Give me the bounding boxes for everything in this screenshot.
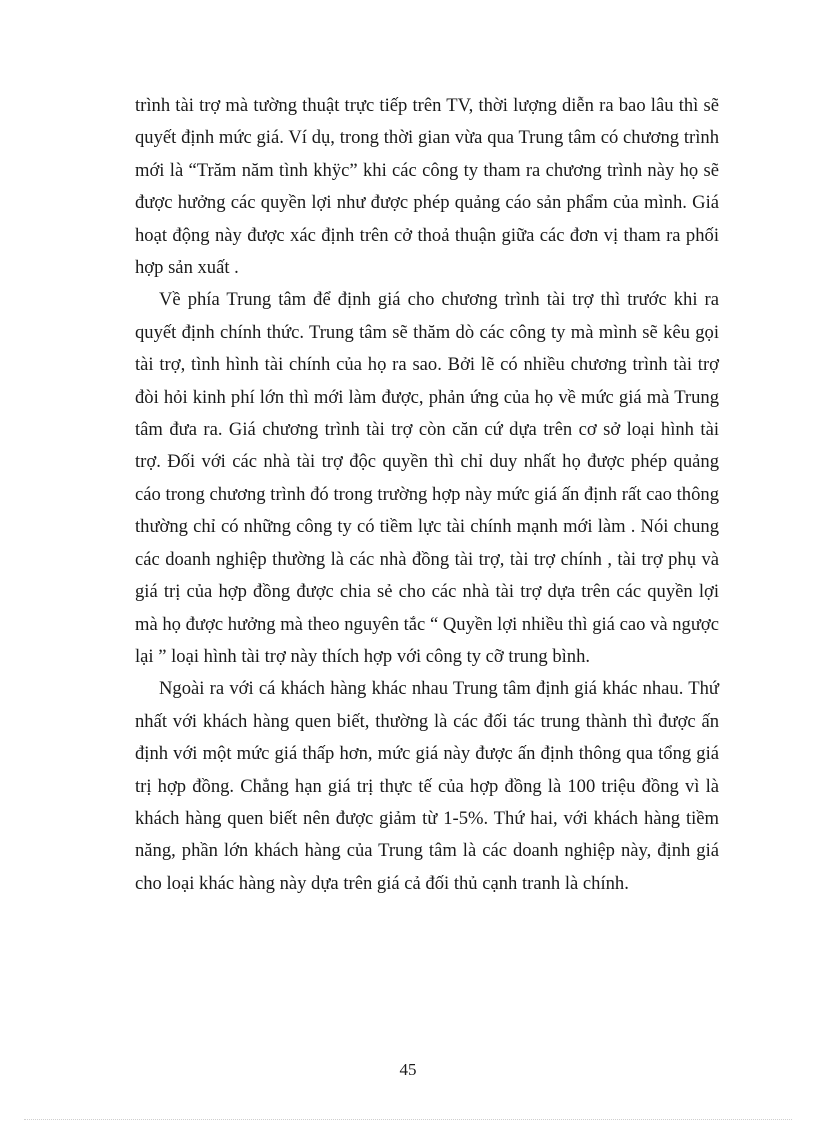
paragraph-1: trình tài trợ mà tường thuật trực tiếp trên TV, thời lượng diễn ra bao lâu thì sẽ quyết định mức giá. Ví dụ, trong thời gian vừa qua Trung tâm có chương trình mới là “Trăm năm tình khÿc” khi các công ty tham ra chương trình này họ sẽ được hưởng các quyền lợi như được phép quảng cáo sản phẩm của mình. Giá hoạt động này được xác định trên cở thoả thuận giữa các đơn vị tham ra phối hợp sản xuất . bbox=[135, 95, 719, 279]
page-number: 45 bbox=[399, 1060, 417, 1079]
page-bottom-rule bbox=[24, 1119, 792, 1120]
paragraph-3: Ngoài ra với cá khách hàng khác nhau Trung tâm định giá khác nhau. Thứ nhất với khách hàng quen biết, thường là các đối tác trung thành thì được ấn định với một mức giá thấp hơn, mức giá này được ấn định thông qua tổng giá trị hợp đồng. Chẳng hạn giá trị thực tế của hợp đồng là 100 triệu đồng vì là khách hàng quen biết nên được giảm từ 1-5%. Thứ hai, với khách hàng tiềm năng, phần lớn khách hàng của Trung tâm là các doanh nghiệp này, định giá cho loại khác hàng này dựa trên giá cả đối thủ cạnh tranh là chính. bbox=[135, 678, 719, 894]
body-text bbox=[135, 90, 719, 900]
paragraph-2: Về phía Trung tâm để định giá cho chương trình tài trợ thì trước khi ra quyết định chính thức. Trung tâm sẽ thăm dò các công ty mà mình sẽ kêu gọi tài trợ, tình hình tài chính của họ ra sao. Bởi lẽ có nhiều chương trình tài trợ đòi hỏi kinh phí lớn thì mới làm được, phản ứng của họ về mức giá mà Trung tâm đưa ra. Giá chương trình tài trợ còn căn cứ dựa trên cơ sở loại hình tài trợ. Đối với các nhà tài trợ độc quyền thì chỉ duy nhất họ được phép quảng cáo trong chương trình đó trong trường hợp này mức giá ấn định rất cao thông thường chỉ có những công ty có tiềm lực tài chính mạnh mới làm . Nói chung các doanh nghiệp thường là các nhà đồng tài trợ, tài trợ chính , tài trợ phụ và giá trị của hợp đồng được chia sẻ cho các nhà tài trợ dựa trên các quyền lợi mà họ được hưởng mà theo nguyên tắc “ Quyền lợi nhiều thì giá cao và ngược lại ” loại hình tài trợ này thích hợp với công ty cỡ trung bình. bbox=[135, 289, 719, 667]
